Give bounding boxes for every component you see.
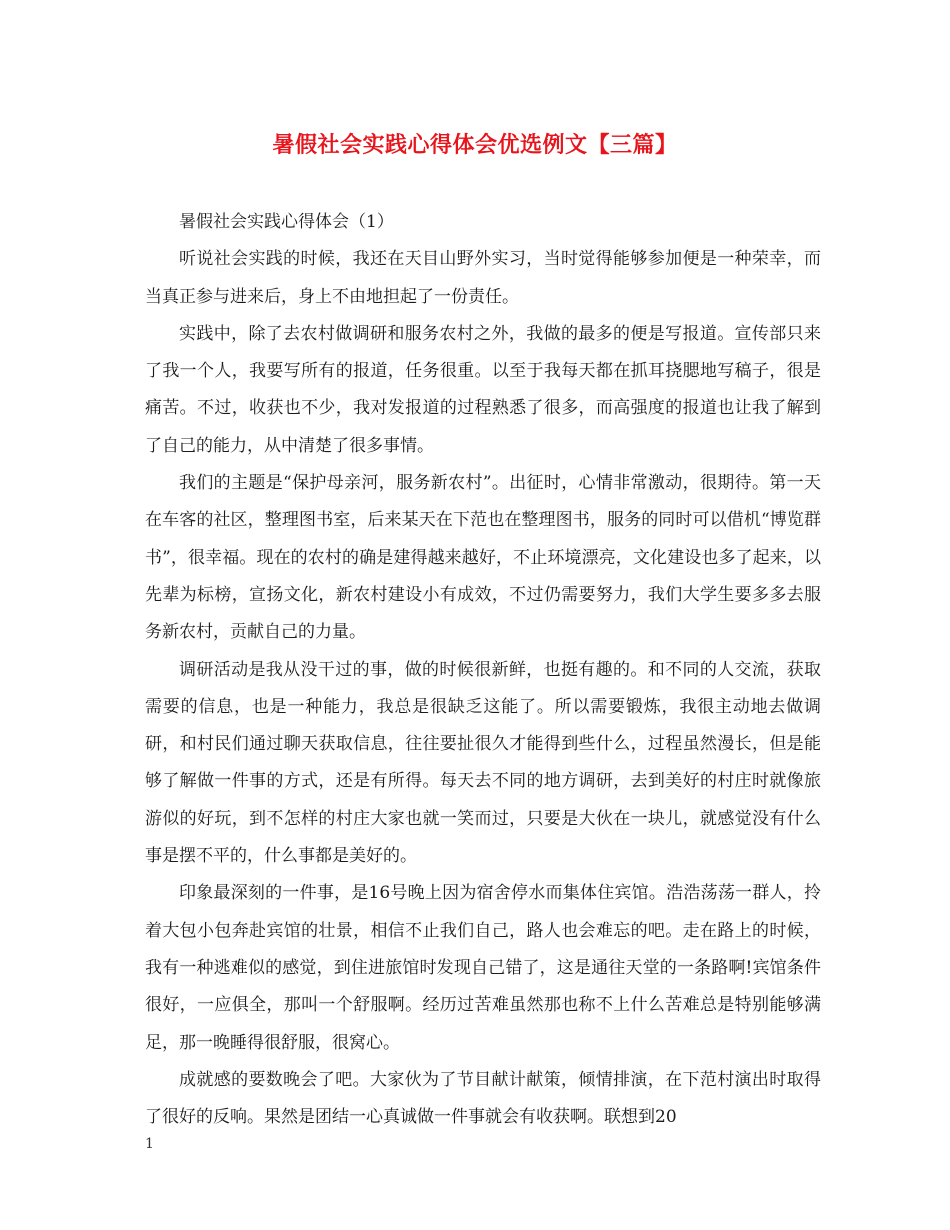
page-number: 1: [145, 1136, 154, 1152]
paragraph: 实践中，除了去农村做调研和服务农村之外，我做的最多的便是写报道。宣传部只来了我一个人，我要写所有的报道，任务很重。以至于我每天都在抓耳挠腮地写稿子，很是痛苦。不过，收获也不少，我对发报道的过程熟悉了很多，而高强度的报道也让我了解到了自己的能力，从中清楚了很多事情。: [145, 323, 821, 456]
paragraph: 听说社会实践的时候，我还在天目山野外实习，当时觉得能够参加便是一种荣幸，而当真正参与进来后，身上不由地担起了一份责任。: [145, 249, 821, 307]
document-title: 暑假社会实践心得体会优选例文【三篇】: [272, 132, 678, 158]
paragraph: 我们的主题是“保护母亲河，服务新农村”。出征时，心情非常激动，很期待。第一天在车客的社区，整理图书室，后来某天在下范也在整理图书，服务的同时可以借机“博览群书”，很幸福。现在的农村的确是建得越来越好，不止环境漂亮，文化建设也多了起来，以先辈为标榜，宣扬文化，新农村建设小有成效，不过仍需要努力，我们大学生要多多去服务新农村，贡献自己的力量。: [145, 473, 821, 643]
paragraph: 成就感的要数晚会了吧。大家伙为了节目献计献策，倾情排演，在下范村演出时取得了很好的反响。果然是团结一心真诚做一件事就会有收获啊。联想到20: [145, 1069, 821, 1128]
section-heading: 暑假社会实践心得体会（1）: [179, 212, 394, 232]
paragraph: 调研活动是我从没干过的事，做的时候很新鲜，也挺有趣的。和不同的人交流，获取需要的信息，也是一种能力，我总是很缺乏这能了。所以需要锻炼，我很主动地去做调研，和村民们通过聊天获取信息，往往要扯很久才能得到些什么，过程虽然漫长，但是能够了解做一件事的方式，还是有所得。每天去不同的地方调研，去到美好的村庄时就像旅游似的好玩，到不怎样的村庄大家也就一笑而过，只要是大伙在一块儿，就感觉没有什么事是摆不平的，什么事都是美好的。: [145, 659, 821, 867]
paragraph: 印象最深刻的一件事，是16号晚上因为宿舍停水而集体住宾馆。浩浩荡荡一群人，拎着大包小包奔赴宾馆的壮景，相信不止我们自己，路人也会难忘的吧。走在路上的时候，我有一种逃难似的感觉，到住进旅馆时发现自己错了，这是通往天堂的一条路啊!宾馆条件很好，一应俱全，那叫一个舒服啊。经历过苦难虽然那也称不上什么苦难总是特别能够满足，那一晚睡得很舒服，很窝心。: [145, 883, 821, 1053]
document-body: [145, 204, 821, 1136]
